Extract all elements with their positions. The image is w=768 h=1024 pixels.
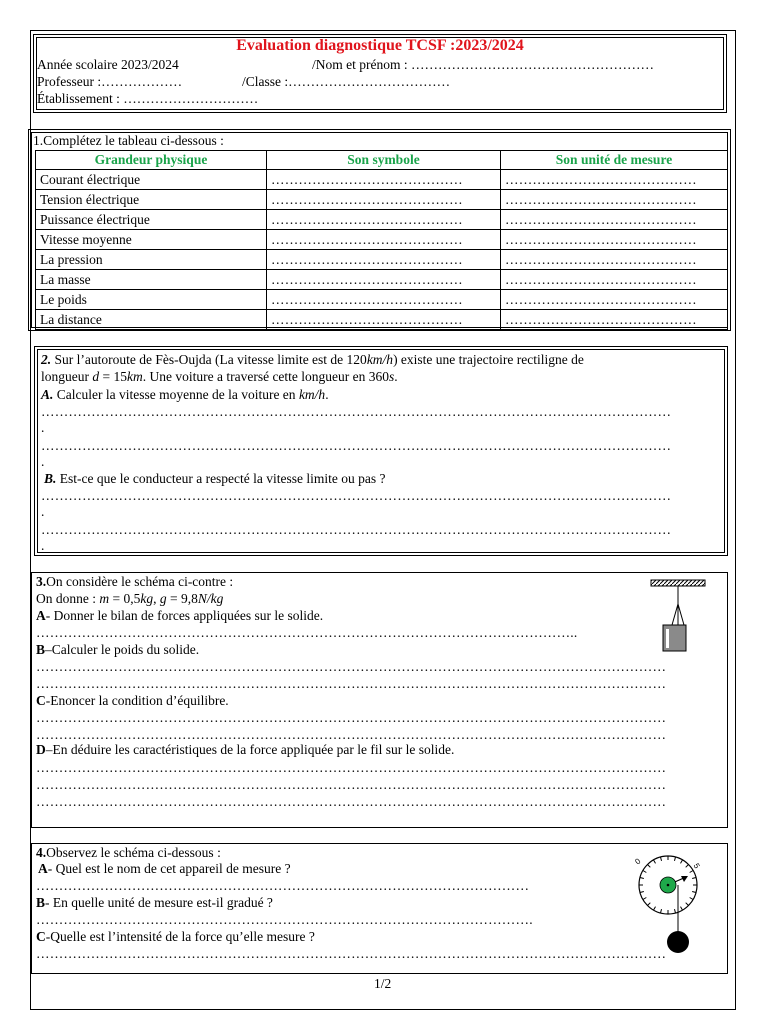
dial-label-max: 5: [691, 861, 702, 871]
table-row: [36, 270, 728, 290]
unit-answer-cell[interactable]: ……………………………………: [501, 250, 728, 270]
q3-intro: [36, 574, 233, 590]
table-row: [36, 250, 728, 270]
teacher-field[interactable]: Professeur :………………: [37, 74, 183, 89]
answer-line[interactable]: …………………………………………………………………………………………………………………………: [36, 710, 667, 725]
solid-mass-highlight: [666, 629, 669, 648]
unit-answer-cell[interactable]: ……………………………………: [501, 270, 728, 290]
q3-text: = 9,8: [166, 591, 198, 606]
answer-line[interactable]: …………………………………………………………………………………………………………………………: [36, 727, 667, 742]
q2-a-label: A.: [41, 387, 54, 402]
q1-intro: 1.Complétez le tableau ci-dessous :: [33, 133, 224, 148]
symbol-answer-cell[interactable]: ……………………………………: [267, 290, 501, 310]
answer-line[interactable]: …………………………………………………………………………………………………………………………: [41, 522, 672, 537]
q3-unit: N/kg: [197, 591, 224, 606]
q3-d-text: –En déduire les caractéristiques de la force appliquée par le fil sur le solide.: [45, 742, 455, 757]
q2-text: .: [325, 387, 329, 402]
q2-unit: s: [389, 369, 395, 384]
symbol-answer-cell[interactable]: ……………………………………: [267, 190, 501, 210]
q2-unit: km/h: [298, 387, 326, 402]
q2-text: = 15: [99, 369, 127, 384]
q4-intro: [36, 845, 221, 861]
q2-var: d: [92, 369, 100, 384]
table-row: [36, 210, 728, 230]
q3-var: g: [159, 591, 167, 606]
q4-question-c: [36, 929, 315, 945]
q3-a-label: A: [36, 608, 46, 623]
q3-c-label: C: [36, 693, 46, 708]
hanging-mass-diagram: [648, 576, 708, 656]
dynamometer-diagram: [630, 852, 710, 960]
q3-a-text: - Donner le bilan de forces appliquées sur le solide.: [45, 608, 324, 623]
answer-line[interactable]: …………………………………………………………………………………………………………………………: [36, 659, 667, 674]
student-name-field[interactable]: /Nom et prénom : ………………………………………………: [312, 57, 654, 72]
table-row: [36, 290, 728, 310]
col-header-symbol: Son symbole: [267, 151, 501, 170]
q3-text: On considère le schéma ci-contre :: [46, 574, 234, 589]
q2-question-b: [44, 471, 386, 487]
q3-question-d: [36, 742, 454, 758]
unit-answer-cell[interactable]: ……………………………………: [501, 230, 728, 250]
hanging-ball: [667, 931, 689, 953]
q3-question-a: [36, 608, 323, 624]
q4-text: Observez le schéma ci-dessous :: [46, 845, 221, 860]
unit-answer-cell[interactable]: ……………………………………: [501, 290, 728, 310]
col-header-unit: Son unité de mesure: [501, 151, 728, 170]
q3-number: 3.: [36, 574, 47, 589]
q4-a-text: - Quel est le nom de cet appareil de mesure ?: [47, 861, 291, 876]
q2-text: Sur l’autoroute de Fès-Oujda (La vitesse limite est de 120: [51, 352, 367, 367]
q2-unit: km: [127, 369, 143, 384]
dial-label-min: 0: [633, 856, 643, 867]
q2-unit: km/h: [366, 352, 394, 367]
symbol-answer-cell[interactable]: ……………………………………: [267, 250, 501, 270]
table-row: [36, 190, 728, 210]
q4-number: 4.: [36, 845, 47, 860]
answer-line[interactable]: ………………………………………………………………………………………………: [36, 878, 530, 893]
page-number: 1/2: [374, 976, 392, 991]
unit-answer-cell[interactable]: ……………………………………: [501, 210, 728, 230]
string-right-arm: [678, 604, 684, 625]
q3-b-text: –Calculer le poids du solide.: [45, 642, 200, 657]
answer-line[interactable]: …………………………………………………………………………………………………………………………: [41, 438, 672, 453]
unit-answer-cell[interactable]: ……………………………………: [501, 190, 728, 210]
answer-line-end: .: [41, 454, 45, 469]
q3-text: ,: [153, 591, 160, 606]
answer-line-end: .: [41, 420, 45, 435]
q3-text: On donne :: [36, 591, 100, 606]
answer-line[interactable]: …………………………………………………………………………………………………………………………: [36, 676, 667, 691]
answer-line-end: .: [41, 504, 45, 519]
q3-question-c: [36, 693, 229, 709]
symbol-answer-cell[interactable]: ……………………………………: [267, 270, 501, 290]
answer-line[interactable]: …………………………………………………………………………………………………………………………: [41, 488, 672, 503]
q2-b-label: B.: [44, 471, 57, 486]
q2-question-a: [41, 387, 329, 403]
quantity-cell: Vitesse moyenne: [36, 230, 267, 250]
q2-a-text: Calculer la vitesse moyenne de la voiture en: [53, 387, 299, 402]
string-left-arm: [672, 604, 678, 625]
q3-b-label: B: [36, 642, 46, 657]
q2-b-text: Est-ce que le conducteur a respecté la vitesse limite ou pas ?: [56, 471, 386, 486]
q3-unit: kg: [140, 591, 154, 606]
q3-c-text: -Enoncer la condition d’équilibre.: [45, 693, 229, 708]
q3-text: = 0,5: [109, 591, 141, 606]
answer-line-end: .: [41, 538, 45, 553]
q1-table: [35, 150, 728, 330]
q2-text: ) existe une trajectoire rectiligne de: [393, 352, 584, 367]
q2-statement-line2: [41, 369, 398, 385]
col-header-quantity: Grandeur physique: [36, 151, 267, 170]
unit-answer-cell[interactable]: ……………………………………: [501, 310, 728, 330]
quantity-cell: Puissance électrique: [36, 210, 267, 230]
answer-line[interactable]: …………………………………………………………………………………………………………………………: [36, 946, 667, 961]
answer-line[interactable]: …………………………………………………………………………………………………………………………: [41, 404, 672, 419]
school-year: Année scolaire 2023/2024: [37, 57, 179, 72]
page-title: Evaluation diagnostique TCSF :2023/2024: [236, 37, 524, 54]
q2-text: . Une voiture a traversé cette longueur en 360: [142, 369, 390, 384]
q2-text: .: [394, 369, 398, 384]
q4-c-text: -Quelle est l’intensité de la force qu’elle mesure ?: [45, 929, 315, 944]
dial-center-dot: [667, 884, 670, 887]
table-row: [36, 310, 728, 330]
table-header-row: [36, 151, 728, 170]
q2-statement-line1: [41, 352, 584, 368]
q3-given: [36, 591, 223, 607]
quantity-cell: La distance: [36, 310, 267, 330]
symbol-answer-cell[interactable]: ……………………………………: [267, 310, 501, 330]
symbol-answer-cell[interactable]: ……………………………………: [267, 170, 501, 190]
answer-line[interactable]: …………………………………………………………………………………………………………………………: [36, 777, 667, 792]
table-row: [36, 170, 728, 190]
school-field[interactable]: Établissement : …………………………: [37, 91, 259, 106]
table-row: [36, 230, 728, 250]
quantity-cell: Tension électrique: [36, 190, 267, 210]
symbol-answer-cell[interactable]: ……………………………………: [267, 230, 501, 250]
symbol-answer-cell[interactable]: ……………………………………: [267, 210, 501, 230]
answer-line[interactable]: …………………………………………………………………………………………………………………………: [36, 794, 667, 809]
q3-question-b: [36, 642, 199, 658]
answer-line[interactable]: ………………………………………………………………………………………………………..: [36, 625, 578, 640]
quantity-cell: Courant électrique: [36, 170, 267, 190]
unit-answer-cell[interactable]: ……………………………………: [501, 170, 728, 190]
q2-text: longueur: [41, 369, 93, 384]
answer-line[interactable]: ……………………………………………………………………………………………….: [36, 912, 533, 927]
ceiling-support: [651, 580, 705, 586]
q4-b-label: B: [36, 895, 46, 910]
q4-question-b: [36, 895, 273, 911]
class-field[interactable]: /Classe :………………………………: [242, 74, 451, 89]
quantity-cell: La masse: [36, 270, 267, 290]
q4-b-text: - En quelle unité de mesure est-il gradué ?: [45, 895, 273, 910]
q4-c-label: C: [36, 929, 46, 944]
quantity-cell: La pression: [36, 250, 267, 270]
quantity-cell: Le poids: [36, 290, 267, 310]
q3-var: m: [99, 591, 110, 606]
q4-a-label: A: [38, 861, 48, 876]
q4-question-a: [38, 861, 291, 877]
q3-d-label: D: [36, 742, 46, 757]
q2-number: 2.: [41, 352, 52, 367]
answer-line[interactable]: …………………………………………………………………………………………………………………………: [36, 760, 667, 775]
